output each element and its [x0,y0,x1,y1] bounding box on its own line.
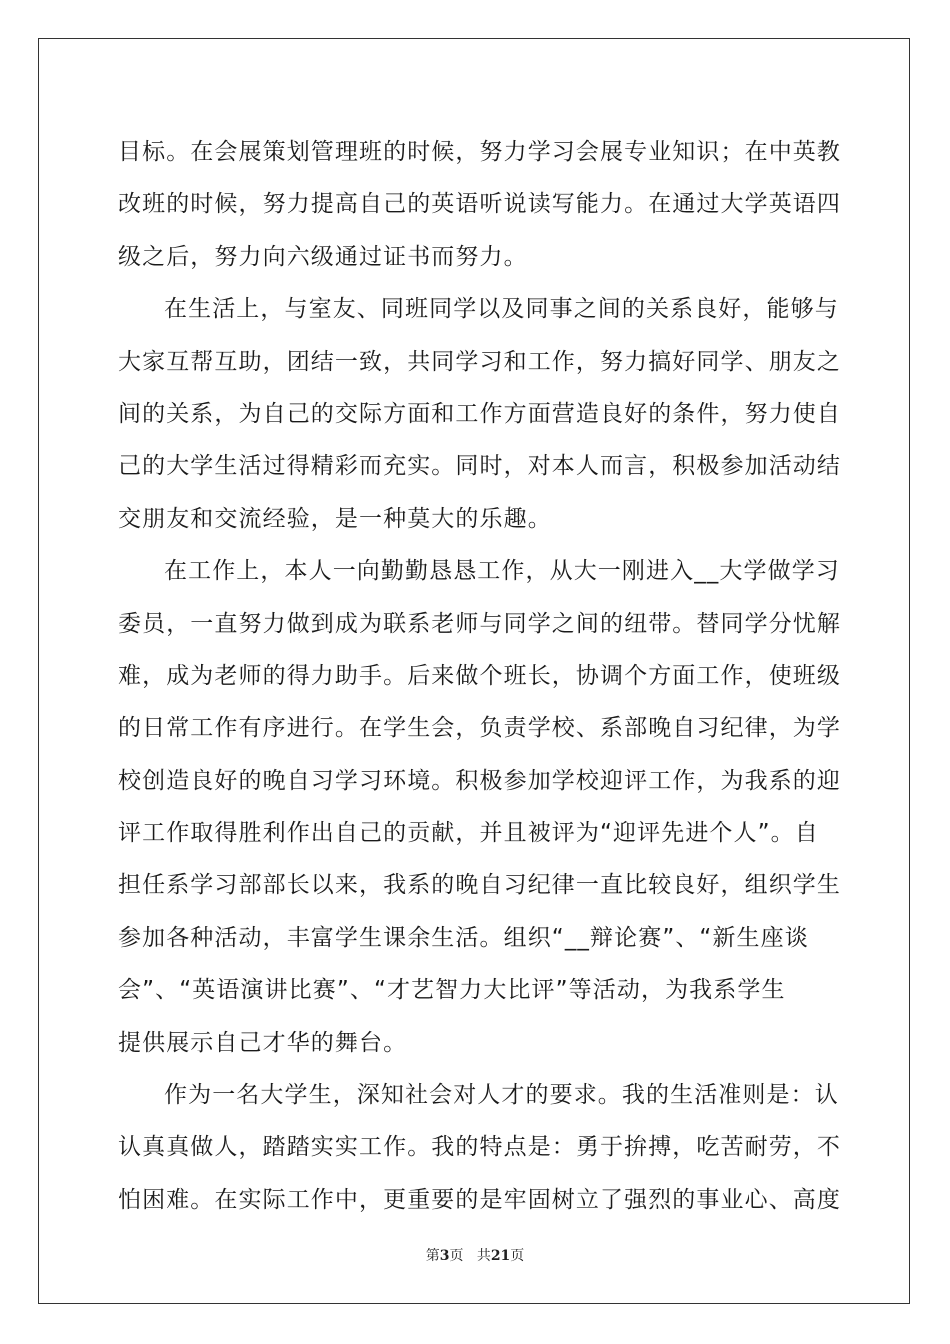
text-line: 难，成为老师的得力助手。后来做个班长，协调个方面工作，使班级 [118,662,841,689]
text-line: 作为一名大学生，深知社会对人才的要求。我的生活准则是：认 [164,1082,839,1109]
text-line: 担任系学习部部长以来，我系的晚自习纪律一直比较良好，组织学生 [118,872,841,899]
total-pages-prefix: 共 [476,1248,491,1264]
page-number-prefix: 第 [425,1248,440,1264]
total-pages-suffix: 页 [510,1248,525,1264]
text-line: 认真真做人，踏踏实实工作。我的特点是：勇于拚搏，吃苦耐劳，不 [118,1134,841,1161]
text-line: 评工作取得胜利作出自己的贡献，并且被评为“迎评先进个人”。自 [118,820,819,847]
text-line: 交朋友和交流经验，是一种莫大的乐趣。 [118,505,552,532]
page-footer [0,1245,950,1265]
text-line: 会”、“英语演讲比赛”、“才艺智力大比评”等活动，为我系学生 [118,977,786,1004]
text-line: 委员，一直努力做到成为联系老师与同学之间的纽带。替同学分忧解 [118,610,841,637]
text-line: 在工作上，本人一向勤勤恳恳工作，从大一刚进入__大学做学习 [164,558,840,585]
document-body [118,126,841,1226]
text-line: 的日常工作有序进行。在学生会，负责学校、系部晚自习纪律，为学 [118,715,841,742]
text-line: 校创造良好的晚自习学习环境。积极参加学校迎评工作，为我系的迎 [118,767,841,794]
text-line: 参加各种活动，丰富学生课余生活。组织“__辩论赛”、“新生座谈 [118,924,809,951]
text-line: 目标。在会展策划管理班的时候，努力学习会展专业知识；在中英教 [118,139,841,165]
page-number-suffix: 页 [449,1248,464,1264]
text-line: 级之后，努力向六级通过证书而努力。 [118,243,528,270]
text-line: 己的大学生活过得精彩而充实。同时，对本人而言，积极参加活动结 [118,453,841,480]
text-line: 间的关系，为自己的交际方面和工作方面营造良好的条件，努力使自 [118,400,841,427]
current-page-number: 3 [439,1248,450,1264]
text-line: 在生活上，与室友、同班同学以及同事之间的关系良好，能够与 [164,296,839,323]
text-line: 提供展示自己才华的舞台。 [118,1029,408,1056]
text-line: 改班的时候，努力提高自己的英语听说读写能力。在通过大学英语四 [118,191,841,218]
text-line: 大家互帮互助，团结一致，共同学习和工作，努力搞好同学、朋友之 [118,348,841,375]
total-pages-number: 21 [490,1248,511,1264]
text-line: 怕困难。在实际工作中，更重要的是牢固树立了强烈的事业心、高度 [118,1186,841,1213]
